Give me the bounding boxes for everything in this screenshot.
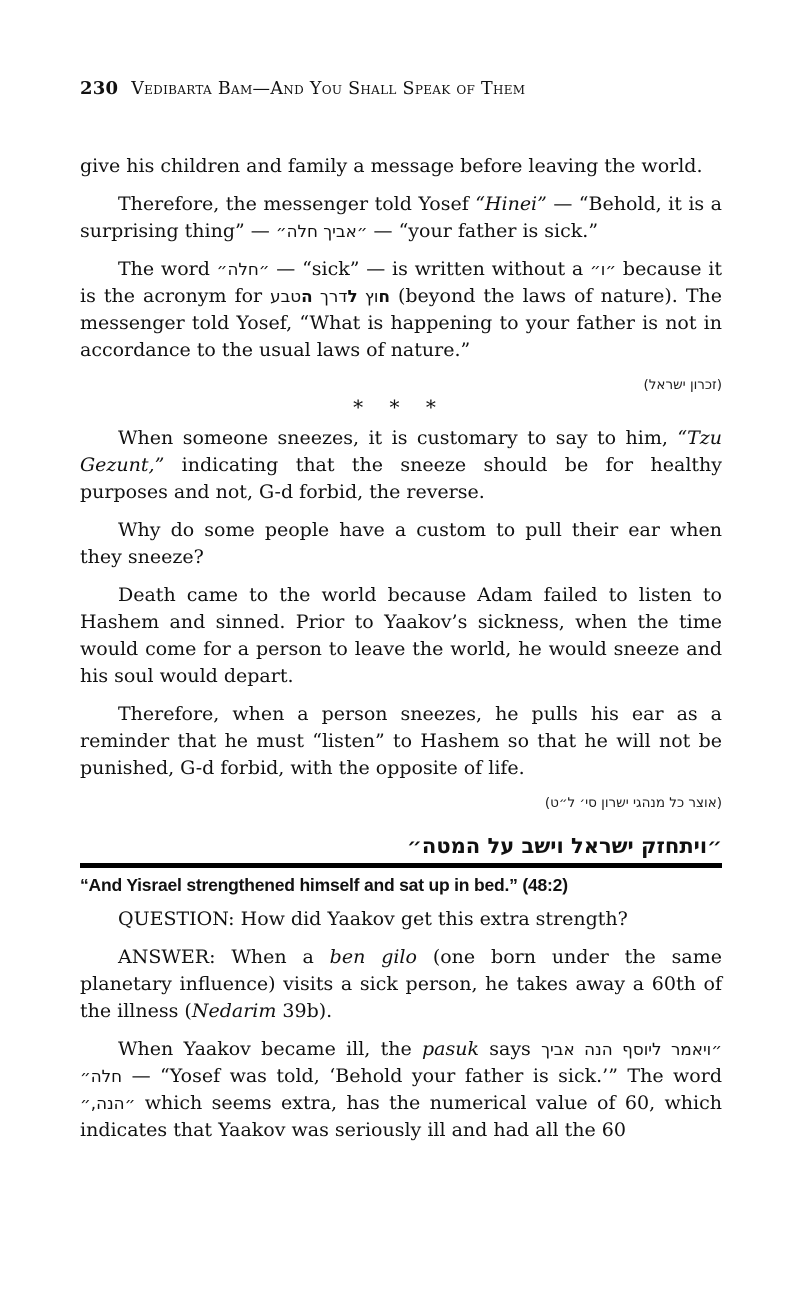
hebrew-phrase: ״הנה,״ — [80, 1093, 136, 1113]
body-paragraph: The word ״חלה״ — “sick” — is written without a ״ו״ because it is the acronym for חוץ לדרך הטבע (beyond the laws of nature). The messenger told Yosef, “What is happening to your father is not in accordance to the usual laws of nature.” — [80, 258, 723, 361]
page-number: 230 — [80, 78, 119, 99]
section-title-english: “And Yisrael strengthened himself and sat up in bed.” (48:2) — [80, 875, 568, 895]
hebrew-phrase: ״אביך חלה״ — [275, 221, 368, 241]
body-paragraph: When someone sneezes, it is customary to say to him, “Tzu Gezunt,” indicating that the sneeze should be for healthy purposes and not, G-d forbid, the reverse. — [80, 427, 722, 503]
section-divider-rule — [80, 863, 722, 868]
body-paragraph: Therefore, the messenger told Yosef “Hinei” — “Behold, it is a surprising thing” — ״אביך חלה״ — “your father is sick.” — [80, 193, 722, 242]
book-title: Vedibarta Bam—And You Shall Speak of Them — [131, 79, 526, 99]
source-citation — [80, 375, 722, 394]
hebrew-phrase: ״חלה״ — [216, 259, 270, 279]
body-paragraph: QUESTION: How did Yaakov get this extra strength? — [118, 908, 628, 930]
page-content — [80, 153, 722, 1144]
citation-text: (אוצר כל מנהגי ישרון סי׳ ל״ט) — [544, 795, 722, 811]
body-paragraph: When Yaakov became ill, the pasuk says ״ויאמר ליוסף הנה אביך חלה״ — “Yosef was told, ‘Behold your father is sick.’” The word ״הנה,״ which seems extra, has the numerical value of 60, which indicates that Yaakov was seriously ill and had all the 60 — [80, 1038, 722, 1141]
section-separator: * * * — [353, 395, 437, 419]
page-header — [80, 78, 722, 99]
hebrew-phrase: ״ו״ — [590, 259, 617, 279]
hebrew-phrase: חוץ לדרך הטבע — [270, 286, 390, 306]
section-heading — [80, 833, 722, 896]
body-paragraph: Therefore, when a person sneezes, he pulls his ear as a reminder that he must “listen” to Hashem so that he will not be punished, G-d forbid, with the opposite of life. — [80, 703, 722, 779]
citation-text: (זכרון ישראל) — [643, 377, 722, 393]
body-paragraph: Death came to the world because Adam failed to listen to Hashem and sinned. Prior to Yaakov’s sickness, when the time would come for a person to leave the world, he would sneeze and his soul would depart. — [80, 584, 722, 687]
body-paragraph: give his children and family a message before leaving the world. — [80, 155, 703, 177]
body-paragraph: ANSWER: When a ben gilo (one born under the same planetary influence) visits a sick person, he takes away a 60th of the illness (Nedarim 39b). — [80, 946, 722, 1022]
hebrew-phrase: ״ויאמר ליוסף הנה אביך חלה״ — [80, 1039, 722, 1086]
section-title-hebrew: ״ויתחזק ישראל וישב על המטה״ — [407, 834, 722, 858]
body-paragraph: Why do some people have a custom to pull their ear when they sneeze? — [80, 519, 722, 568]
source-citation — [80, 793, 722, 812]
